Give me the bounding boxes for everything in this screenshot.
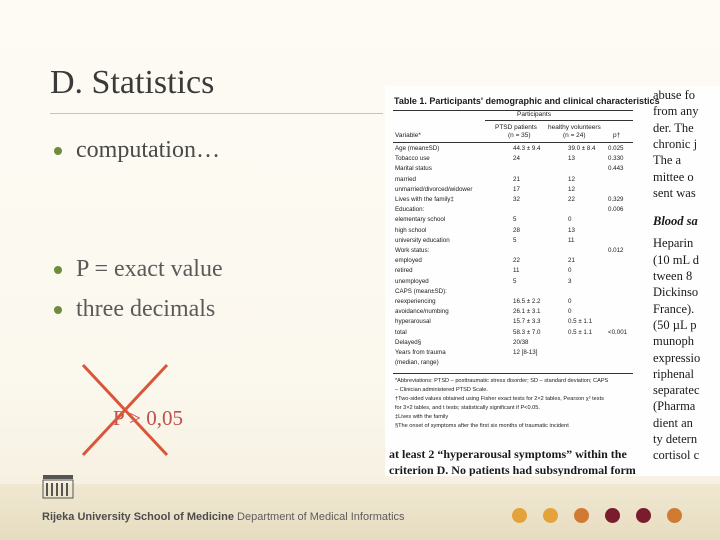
table-cell: 5	[513, 236, 517, 244]
table-title: Table 1. Participants' demographic and clinical characteristics	[394, 96, 660, 106]
table-header-participants: Participants	[517, 111, 551, 118]
bullet-computation	[54, 137, 220, 164]
table-cell: 0.5 ± 1.1	[568, 328, 593, 336]
article-right-line: from any	[653, 104, 699, 119]
table-cell: 12	[568, 185, 575, 193]
table-cell: university education	[395, 236, 450, 244]
table-cell: 0	[568, 216, 572, 224]
table-rule	[393, 142, 633, 143]
table-cell: unemployed	[395, 277, 429, 285]
table-row	[393, 145, 633, 153]
table-rule	[485, 120, 633, 121]
article-right-line: dient an	[653, 415, 693, 430]
nav-dot[interactable]	[543, 508, 558, 523]
table-cell: Tobacco use	[395, 155, 430, 163]
table-row	[393, 216, 633, 224]
table-cell: 24	[513, 155, 520, 163]
bullet-exact-value	[54, 256, 223, 283]
table-cell: 3	[568, 277, 572, 285]
article-right-line: chronic j	[653, 136, 698, 151]
nav-dot[interactable]	[574, 508, 589, 523]
article-right-line: Heparin	[653, 236, 694, 251]
university-logo-icon	[42, 472, 74, 500]
table-row	[393, 308, 633, 316]
bullet-dot	[54, 147, 62, 155]
table-row	[393, 329, 633, 337]
table-cell: 5	[513, 277, 517, 285]
table-cell: Education:	[395, 206, 425, 214]
article-right-line: abuse fo	[653, 88, 695, 102]
table-cell: 0.329	[608, 196, 624, 203]
table-row	[393, 349, 633, 357]
table-header-ptsd: PTSD patients	[495, 124, 537, 131]
article-right-line: riphenal	[653, 366, 694, 381]
bullet-three-decimals	[54, 296, 215, 323]
table-cell: 0	[568, 308, 572, 316]
table-cell: 15.7 ± 3.3	[513, 318, 541, 326]
table-cell: avoidance/numbing	[395, 308, 449, 316]
table-cell: 39.0 ± 8.4	[568, 145, 596, 152]
table-cell: Delayed§	[395, 338, 422, 346]
footer-department: Department of Medical Informatics	[237, 511, 405, 523]
table-cell: 21	[568, 257, 575, 265]
table-cell: 20/38	[513, 338, 529, 346]
table-row	[393, 206, 633, 214]
table-cell: 0.443	[608, 165, 624, 173]
table-cell: employed	[395, 257, 422, 265]
bullet-text: computation…	[76, 137, 220, 163]
table-cell: 13	[568, 155, 575, 163]
table-row	[393, 267, 633, 275]
table-header-variable: Variable*	[395, 132, 421, 139]
table-cell: hyperarousal	[395, 318, 431, 326]
table-row	[393, 237, 633, 245]
table-footnote: for 3×2 tables, and t tests; statistically significant if P<0.05.	[395, 405, 540, 411]
table-cell: reexperiencing	[395, 298, 436, 305]
table-cell: 0	[568, 267, 572, 275]
table-row	[393, 227, 633, 235]
article-right-line: cortisol c	[653, 448, 700, 463]
table-cell: 0	[568, 298, 572, 305]
slide-title: D. Statistics	[50, 64, 215, 101]
table-row	[393, 359, 633, 367]
article-right-line: Blood sa	[653, 214, 698, 229]
bullet-text: P = exact value	[76, 256, 223, 282]
table-cell: CAPS (mean±SD):	[395, 287, 447, 295]
table-cell: Years from trauma	[395, 349, 446, 356]
article-right-line: (Pharma	[653, 399, 696, 414]
article-right-line: munoph	[653, 334, 694, 349]
table-cell: (median, range)	[395, 359, 439, 367]
table-cell: 44.3 ± 9.4	[513, 145, 541, 152]
table-cell: 12	[568, 175, 575, 183]
table-cell: high school	[395, 226, 427, 234]
table-cell: 22	[513, 257, 520, 265]
article-right-line: sent was	[653, 185, 696, 200]
table-cell: unmarried/divorced/widower	[395, 185, 473, 193]
table-footnote: – Clinician administered PTSD Scale.	[395, 387, 488, 393]
table-footnote: ‡Lives with the family	[395, 414, 449, 420]
table-row	[393, 278, 633, 286]
article-body-line: at least 2 “hyperarousal symptoms” within the	[389, 447, 627, 461]
table-header-p: p†	[613, 132, 621, 139]
nav-dot[interactable]	[605, 508, 620, 523]
bullet-text: three decimals	[76, 296, 216, 322]
table-header-ptsd-n: (n = 35)	[508, 132, 531, 139]
title-underline	[50, 113, 383, 114]
nav-dot[interactable]	[667, 508, 682, 523]
article-right-line: France).	[653, 301, 695, 316]
table-header-healthy-n: (n = 24)	[563, 132, 586, 139]
table-rule	[393, 110, 633, 111]
table-cell: 12 [8-13]	[513, 349, 538, 356]
article-table-scan	[385, 86, 720, 476]
table-cell: 0.012	[608, 247, 624, 254]
article-right-line: Dickinso	[653, 285, 699, 300]
table-cell: 28	[513, 226, 520, 234]
article-right-line: der. The	[653, 120, 694, 135]
table-cell: 17	[513, 185, 520, 193]
table-cell: Age (mean±SD)	[395, 145, 440, 152]
table-cell: elementary school	[395, 216, 446, 224]
table-row	[393, 288, 633, 296]
article-right-line: tween 8	[653, 269, 693, 283]
table-cell: 0.5 ± 1.1	[568, 318, 593, 326]
table-row	[393, 318, 633, 326]
article-right-line: ty detern	[653, 432, 698, 446]
bullet-dot	[54, 266, 62, 274]
article-right-line: (50 µL p	[653, 317, 697, 332]
table-cell: 0.025	[608, 145, 624, 152]
table-cell: 11	[513, 267, 520, 275]
table-cell: married	[395, 175, 416, 183]
table-cell: Work status:	[395, 247, 430, 254]
table-cell: 22	[568, 196, 575, 203]
table-cell: retired	[395, 267, 413, 275]
article-right-line: separatec	[653, 383, 700, 398]
table-row	[393, 247, 633, 255]
table-footnote: †Two-sided values obtained using Fisher exact tests for 2×2 tables, Pearson χ² tests	[395, 396, 604, 402]
table-row	[393, 165, 633, 173]
table-rule	[393, 373, 633, 374]
table-cell: 13	[568, 226, 575, 234]
footer-institution	[42, 511, 405, 523]
table-cell: 0.006	[608, 206, 624, 214]
table-cell: 5	[513, 216, 517, 224]
table-cell: 32	[513, 196, 520, 203]
cross-out-icon	[80, 362, 170, 458]
table-cell: Marital status	[395, 165, 432, 173]
table-cell: Lives with the family‡	[395, 196, 454, 203]
table-cell: 58.3 ± 7.0	[513, 328, 541, 336]
crossed-p-value: P > 0,05	[113, 406, 183, 430]
table-row	[393, 176, 633, 184]
table-cell: 11	[568, 236, 575, 244]
article-right-line: The a	[653, 153, 682, 168]
table-row	[393, 155, 633, 163]
table-row	[393, 298, 633, 306]
article-right-line: (10 mL d	[653, 252, 700, 267]
table-cell: <0.001	[608, 328, 628, 336]
bullet-dot	[54, 306, 62, 314]
table-cell: 21	[513, 175, 520, 183]
table-cell: 0.330	[608, 155, 624, 163]
table-header-healthy: healthy volunteers	[548, 124, 601, 131]
table-cell: 16.5 ± 2.2	[513, 298, 541, 305]
table-row	[393, 186, 633, 194]
table-row	[393, 339, 633, 347]
footer-school: Rijeka University School of Medicine	[42, 511, 234, 523]
table-footnote: *Abbreviations: PTSD – posttraumatic stress disorder; SD – standard deviation; CAPS	[395, 378, 609, 384]
table-row	[393, 257, 633, 265]
nav-dot[interactable]	[512, 508, 527, 523]
table-cell: 26.1 ± 3.1	[513, 308, 541, 316]
article-body-line: criterion D. No patients had subsyndromal form	[389, 463, 636, 476]
nav-dot[interactable]	[636, 508, 651, 523]
table-footnote: §The onset of symptoms after the first six months of traumatic incident	[395, 423, 569, 429]
table-cell: total	[395, 328, 407, 336]
table-row	[393, 196, 633, 204]
article-right-line: expressio	[653, 350, 701, 365]
article-right-line: mittee o	[653, 169, 694, 184]
